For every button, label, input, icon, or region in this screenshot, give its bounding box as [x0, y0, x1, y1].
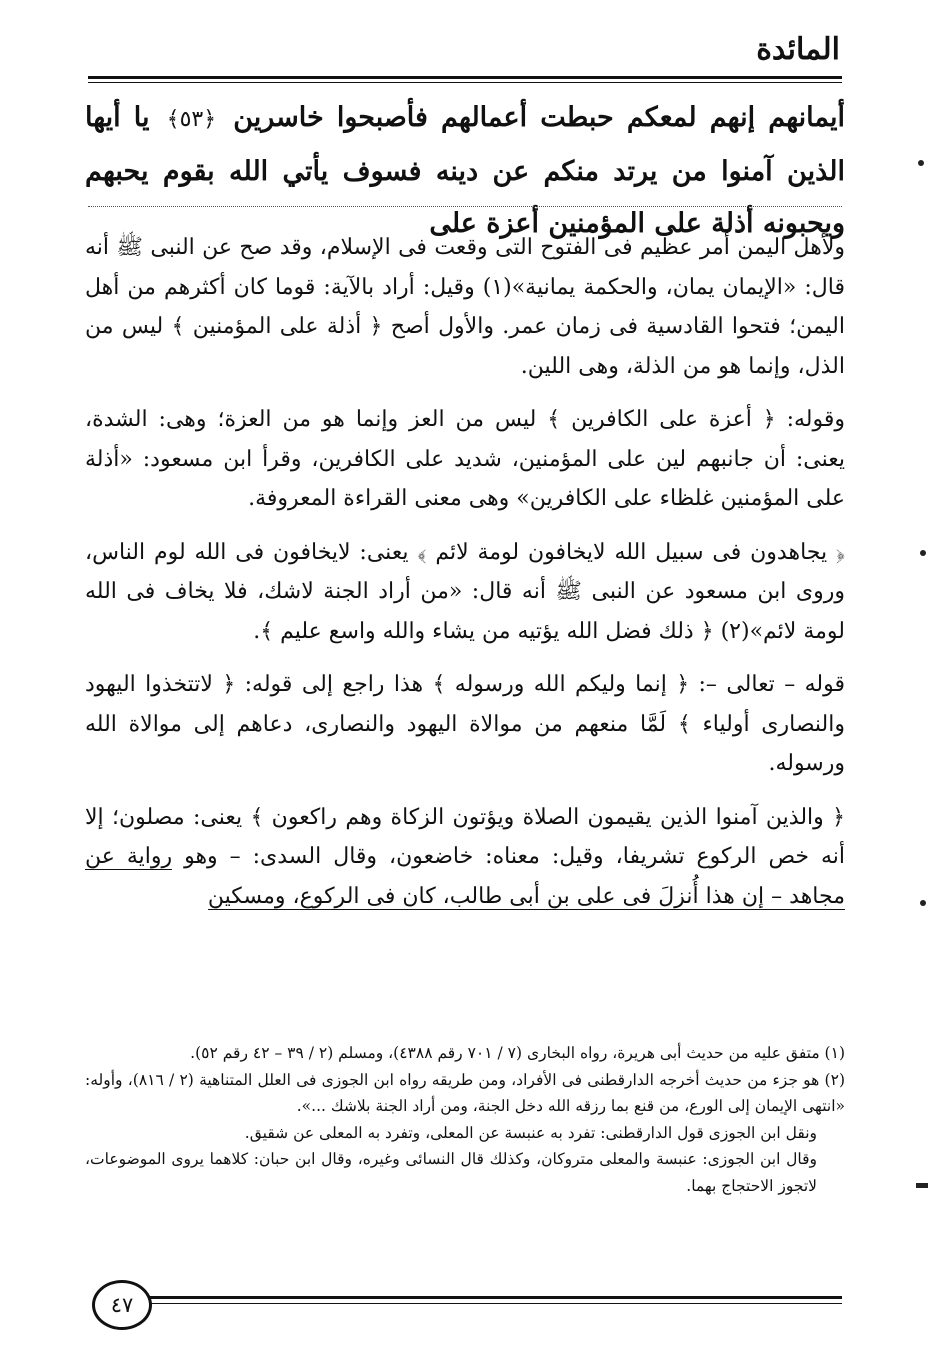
verse-text-after: يا أيها الذين آمنوا من يرتد منكم عن دينه فسوف يأتي الله بقوم يحبهم ويحبونه أذلة على المؤمنين أعزة على	[85, 102, 845, 239]
footer-rule-thin	[140, 1303, 842, 1304]
footnote-2: (٢) هو جزء من حديث أخرجه الدارقطنى فى الأفراد، ومن طريقه رواه ابن الجوزى فى العلل المتناهية (٢ / ٨١٦)، وأوله: «انتهى الإيمان إلى الورع، من قنع بما رزقه الله دخل الجنة، ومن أراد الجنة بلاشك ...».	[85, 1070, 845, 1115]
scan-mark	[918, 160, 924, 166]
footnote-2-note-a: ونقل ابن الجوزى قول الدارقطنى: تفرد به عنبسة عن المعلى، وتفرد به المعلى عن شقيق.	[244, 1123, 817, 1142]
commentary-body	[85, 228, 845, 930]
commentary-paragraph: وقوله: ﴿ أعزة على الكافرين ﴾ ليس من العز وإنما هو من العزة؛ وهى: الشدة، يعنى: أن جانبهم لين على المؤمنين، شديد على الكافرين، وقرأ ابن مسعود: «أذلة على المؤمنين غلظاء على الكافرين» وهى معنى القراءة المعروفة.	[85, 407, 845, 511]
scan-mark	[916, 1183, 928, 1188]
ayah-number-marker: ﴿٥٣﴾	[166, 107, 217, 132]
footnote-2-note-b: وقال ابن الجوزى: عنبسة والمعلى متروكان، وكذلك قال النسائى وغيره، وقال ابن حبان: كلاهما يروى الموضوعات، لاتجوز الاحتجاج بهما.	[85, 1150, 817, 1195]
page-number-badge	[92, 1280, 152, 1330]
commentary-paragraph: ﴿ يجاهدون فى سبيل الله لايخافون لومة لائم ﴾ يعنى: لايخافون فى الله لوم الناس، وروى ابن مسعود عن النبى ﷺ أنه قال: «من أراد الجنة لاشك، فلا يخاف فى الله لومة لائم»(٢) ﴿ ذلك فضل الله يؤتيه من يشاء والله واسع عليم ﴾.	[85, 539, 845, 644]
scan-mark	[920, 900, 926, 906]
verse-separator	[88, 206, 842, 207]
footer-rule-thick	[140, 1296, 842, 1299]
quran-verse-block	[85, 92, 845, 250]
scan-mark	[920, 550, 926, 556]
footnote-1: (١) متفق عليه من حديث أبى هريرة، رواه البخارى (٧ / ٧٠١ رقم ٤٣٨٨)، ومسلم (٢ / ٣٩ – ٤٢ رقم ٥٢).	[190, 1044, 845, 1062]
verse-text-before: أيمانهم إنهم لمعكم حبطت أعمالهم فأصبحوا خاسرين	[233, 102, 846, 133]
commentary-paragraph: قوله – تعالى –: ﴿ إنما وليكم الله ورسوله ﴾ هذا راجع إلى قوله: ﴿ لاتتخذوا اليهود والنصارى أولياء ﴾ لَمَّا منعهم من موالاة اليهود والنصارى، دعاهم إلى موالاة الله ورسوله.	[85, 672, 845, 776]
commentary-underlined-text: رواية عن مجاهد – إن هذا أُنزلَ فى على بن أبى طالب، كان فى الركوع، ومسكين	[85, 844, 845, 909]
page-number: ٤٧	[110, 1293, 134, 1317]
header-rule-thick	[88, 76, 842, 79]
surah-title: المائدة	[756, 32, 840, 67]
commentary-paragraph: ولأهل اليمن أمر عظيم فى الفتوح التى وقعت فى الإسلام، وقد صح عن النبى ﷺ أنه قال: «الإيمان يمان، والحكمة يمانية»(١) وقيل: أراد بالآية: قوما كان أكثرهم من أهل اليمن؛ فتحوا القادسية فى زمان عمر. والأول أصح ﴿ أذلة على المؤمنين ﴾ ليس من الذل، وإنما هو من الذلة، وهى اللين.	[85, 235, 845, 379]
header-rule-thin	[88, 82, 842, 83]
footnotes	[85, 1040, 845, 1199]
commentary-last-text: ﴿ والذين آمنوا الذين يقيمون الصلاة ويؤتون الزكاة وهم راكعون ﴾ يعنى: مصلون؛ إلا أنه خص الركوع تشريفا، وقيل: معناه: خاضعون، وقال السدى: – وهو	[85, 804, 845, 869]
commentary-paragraph	[85, 798, 845, 917]
